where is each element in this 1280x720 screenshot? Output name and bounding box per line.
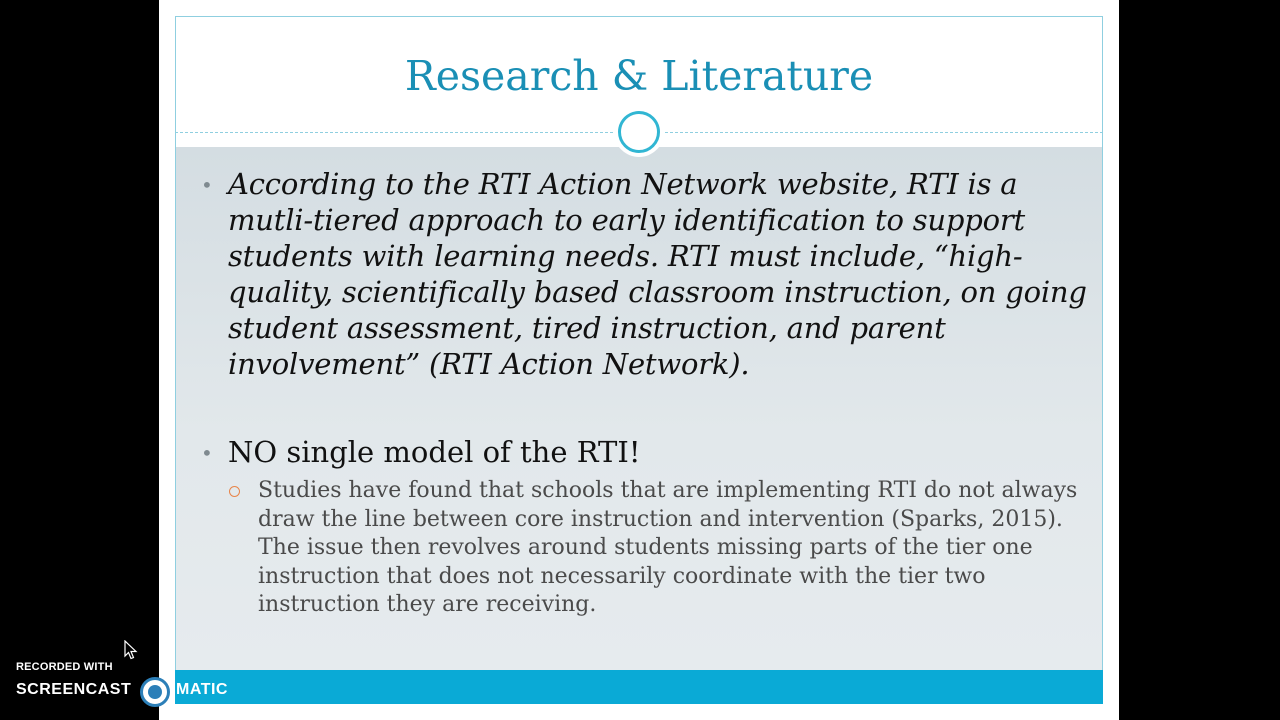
bullet-dot-icon: • — [201, 173, 213, 197]
watermark-brand-left: SCREENCAST — [16, 681, 132, 698]
slide-title: Research & Literature — [404, 52, 874, 100]
circle-ring-inner — [618, 111, 660, 153]
watermark-brand-right: MATIC — [176, 681, 228, 698]
bullet-1-text: According to the RTI Action Network website, RTI is a mutli-tiered approach to early identification to support students with learning needs. RTI must include, “high-quality, scientifically based classroom instruction, on going student assessment, tired instruction, and parent involvement” (RTI Action Network). — [228, 167, 1087, 381]
watermark-recorded-with: RECORDED WITH — [16, 661, 113, 673]
circle-ring-icon — [614, 107, 664, 157]
logo-inner — [148, 685, 162, 699]
bottom-accent-bar — [175, 670, 1103, 704]
sub-bullet-1-text: Studies have found that schools that are implementing RTI do not always draw the line between core instruction and intervention (Sparks, 2015). The issue then revolves around students missing parts of the tier one instruction that does not necessarily coordinate with the tier two instruction they are receiving. — [258, 478, 1078, 618]
bullet-2-text: NO single model of the RTI! — [228, 435, 641, 469]
mouse-pointer-icon — [124, 640, 138, 660]
bullet-dot-icon: • — [201, 441, 213, 465]
sub-bullet-circle-icon — [229, 486, 240, 497]
screencast-watermark — [16, 660, 246, 704]
screencast-o-matic-logo-icon — [140, 677, 170, 707]
